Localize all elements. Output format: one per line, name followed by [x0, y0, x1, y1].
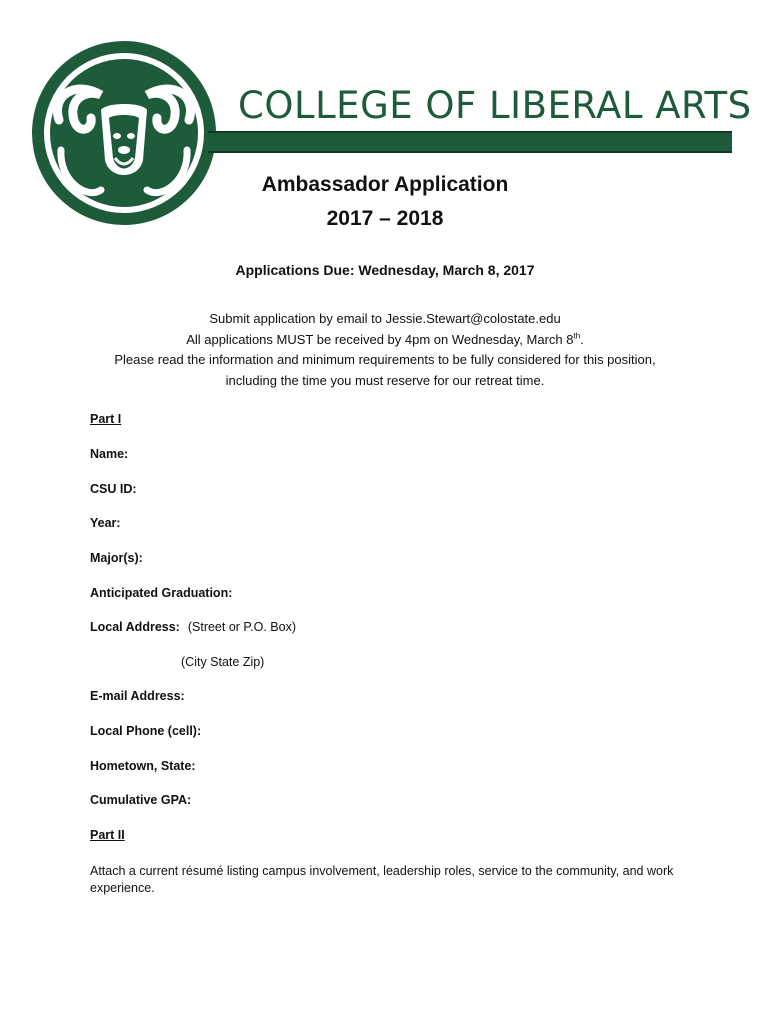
part-2-heading: Part II — [90, 828, 125, 842]
intro-line-2: All applications MUST be received by 4pm on Wednesday, March 8th. — [186, 331, 584, 347]
year-field[interactable]: Year: — [90, 516, 121, 530]
hometown-field[interactable]: Hometown, State: — [90, 759, 196, 773]
name-field[interactable]: Name: — [90, 447, 129, 461]
application-title: Ambassador Application — [261, 173, 509, 196]
title-underline-bar — [208, 131, 732, 153]
college-title: COLLEGE OF LIBERAL ARTS — [238, 84, 752, 127]
intro-text — [0, 309, 770, 391]
intro-line-1: Submit application by email to Jessie.Stewart@colostate.edu — [209, 311, 561, 326]
intro-line-3: Please read the information and minimum requirements to be fully considered for this position, — [114, 352, 656, 367]
resume-instructions: Attach a current résumé listing campus involvement, leadership roles, service to the community, and work experience. — [90, 864, 674, 895]
part-1-heading: Part I — [90, 412, 122, 426]
gpa-field[interactable]: Cumulative GPA: — [90, 793, 192, 807]
address-city-hint[interactable]: (City State Zip) — [181, 655, 265, 669]
intro-line-4: including the time you must reserve for our retreat time. — [225, 372, 545, 388]
local-address-field[interactable]: Local Address: (Street or P.O. Box) — [90, 620, 296, 634]
email-field[interactable]: E-mail Address: — [90, 689, 185, 703]
ram-head-logo-icon — [31, 40, 217, 226]
graduation-field[interactable]: Anticipated Graduation: — [90, 586, 233, 600]
due-date: Applications Due: Wednesday, March 8, 2017 — [235, 262, 535, 278]
majors-field[interactable]: Major(s): — [90, 551, 143, 565]
phone-field[interactable]: Local Phone (cell): — [90, 724, 202, 738]
address-street-hint: (Street or P.O. Box) — [187, 620, 296, 634]
application-years: 2017 – 2018 — [326, 207, 444, 230]
csu-id-field[interactable]: CSU ID: — [90, 482, 137, 496]
